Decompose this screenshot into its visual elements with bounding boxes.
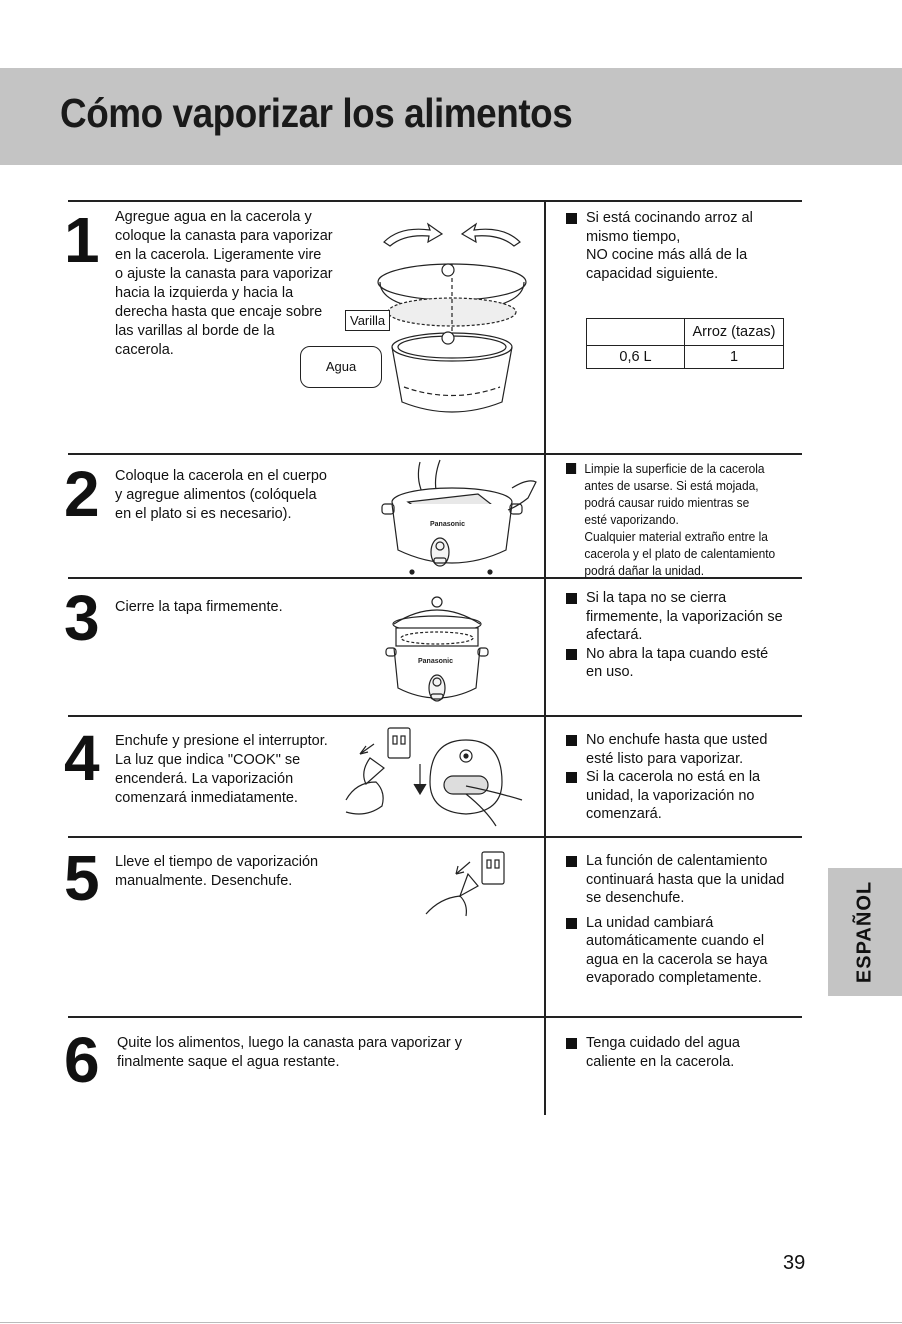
column-divider: [544, 200, 546, 1115]
bullet-icon: [566, 463, 576, 474]
step-2-text: Coloque la cacerola en el cuerpo y agregue alimentos (colóquela en el plato si es necesario).: [115, 468, 327, 522]
table-cell-cups: 1: [685, 346, 784, 369]
bullet-icon: [566, 213, 577, 224]
page-number: 39: [783, 1252, 806, 1274]
cooker-with-lid-illustration: [380, 590, 495, 710]
divider-step-6: [68, 1016, 802, 1018]
water-label: Agua: [300, 346, 382, 388]
divider-step-5: [68, 836, 802, 838]
language-tab-label: ESPAÑOL: [853, 880, 876, 984]
table-header-empty: [587, 319, 685, 346]
step-4-note: No enchufe hasta que usted esté listo para vaporizar. Si la cacerola no está en la unidad, la vaporización no comenzará.: [566, 731, 767, 824]
step-6-note: Tenga cuidado del agua caliente en la cacerola.: [566, 1034, 740, 1071]
step-5-text: Lleve el tiempo de vaporización manualmente. Desenchufe.: [115, 854, 319, 889]
step-1-note: Si está cocinando arroz al mismo tiempo, NO cocine más allá de la capacidad siguiente.: [566, 209, 753, 283]
steam-basket-illustration: [370, 212, 535, 432]
language-tab: [828, 868, 902, 996]
bullet-icon: [566, 918, 577, 929]
title-band: [0, 68, 902, 165]
rice-capacity-table: [586, 318, 784, 369]
divider-top: [68, 200, 802, 202]
step-6-number: 6: [64, 1024, 100, 1096]
brand-logo-step-3: Panasonic: [418, 658, 454, 665]
bullet-icon: [566, 856, 577, 867]
plug-and-switch-illustration: [326, 722, 526, 830]
bullet-icon: [566, 772, 577, 783]
step-5-number: 5: [64, 842, 100, 914]
step-2-note: Limpie la superficie de la cacerola antes de usarse. Si está mojada, podrá causar ruido mientras se esté vaporizando. Cualquier material extraño entre la cacerola y el plato de calentamiento podrá dañar la unidad.: [566, 460, 787, 579]
bullet-icon: [566, 735, 577, 746]
step-4-text: Enchufe y presione el interruptor. La luz que indica "COOK" se encenderá. La vaporización comenzará inmediatamente.: [115, 733, 328, 806]
step-2-number: 2: [64, 458, 100, 530]
step-1-number: 1: [64, 204, 100, 276]
bottom-rule: [0, 1322, 902, 1323]
step-4-number: 4: [64, 722, 100, 794]
bullet-icon: [566, 1038, 577, 1049]
table-header-rice: Arroz (tazas): [685, 319, 784, 346]
rod-label: Varilla: [345, 310, 390, 331]
table-cell-capacity: 0,6 L: [587, 346, 685, 369]
bullet-icon: [566, 649, 577, 660]
step-3-text: Cierre la tapa firmemente.: [115, 599, 283, 615]
bullet-icon: [566, 593, 577, 604]
divider-step-4: [68, 715, 802, 717]
step-6-text: Quite los alimentos, luego la canasta para vaporizar y finalmente saque el agua restante.: [117, 1035, 462, 1070]
page-title: Cómo vaporizar los alimentos: [60, 90, 573, 136]
step-1-text: Agregue agua en la cacerola y coloque la canasta para vaporizar en la cacerola. Ligeramente vire o ajuste la canasta para vaporizar hacia la izquierda y hacia la derecha hasta que encaje sobre las varillas al borde de la cacerola.: [115, 209, 333, 358]
step-3-note: Si la tapa no se cierra firmemente, la vaporización se afectará. No abra la tapa cuando esté en uso.: [566, 589, 783, 682]
cooker-with-food-illustration: [378, 458, 538, 576]
divider-step-2: [68, 453, 802, 455]
unplug-illustration: [420, 848, 512, 922]
step-3-number: 3: [64, 582, 100, 654]
brand-logo-step-2: Panasonic: [430, 521, 466, 528]
step-5-note: La función de calentamiento continuará hasta que la unidad se desenchufe. La unidad cambiará automáticamente cuando el agua en la cacerola se haya evaporado completamente.: [566, 852, 784, 988]
